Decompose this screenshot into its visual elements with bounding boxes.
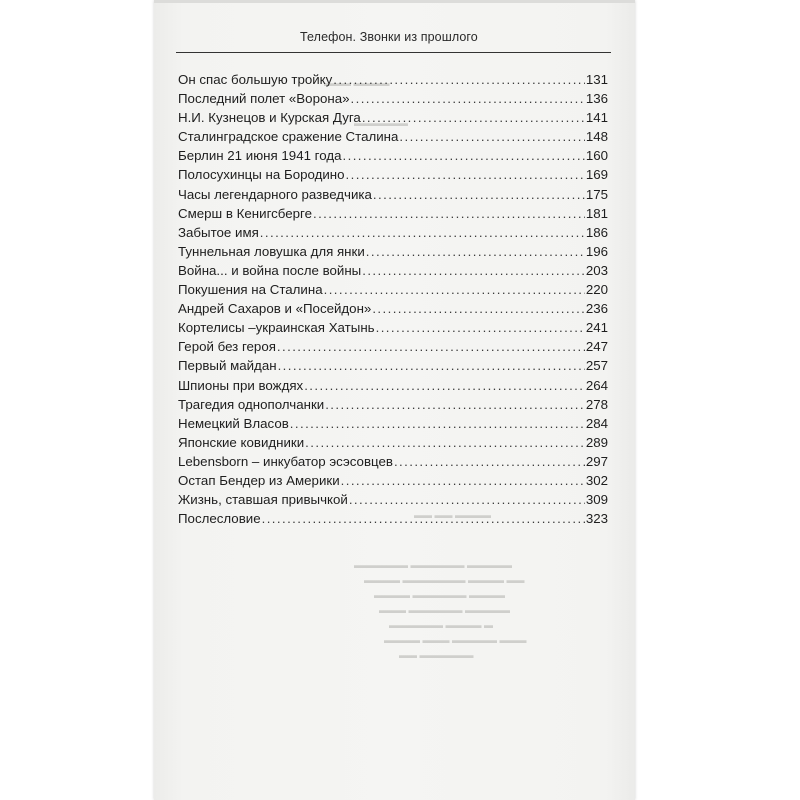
toc-entry-title: Первый майдан (178, 358, 277, 374)
running-header-title: Телефон. Звонки из прошлого (300, 30, 478, 44)
toc-entry (178, 108, 608, 127)
toc-entry (178, 204, 608, 223)
dot-leader (366, 242, 585, 261)
toc-entry-page-number: 284 (585, 415, 608, 431)
toc-entry (178, 433, 608, 452)
toc-entry (178, 242, 608, 261)
toc-entry (178, 395, 608, 414)
toc-entry-page-number: 309 (585, 492, 608, 508)
toc-entry (178, 280, 608, 299)
toc-entry-page-number: 241 (585, 320, 608, 336)
bleed-through-text: ▬▬▬▬ ▬▬ ▬▬ (414, 510, 492, 520)
toc-entry (178, 337, 608, 356)
bleed-through-text: ▬ ▬▬▬▬ ▬▬▬▬▬▬ (389, 620, 494, 630)
toc-entry-page-number: 278 (585, 396, 608, 412)
toc-entry-page-number: 131 (585, 72, 608, 87)
toc-entry-page-number: 297 (585, 453, 608, 469)
dot-leader (290, 414, 585, 433)
toc-entry-title: Кортелисы –украинская Хатынь (178, 320, 375, 336)
toc-entry-title: Последний полет «Ворона» (178, 91, 350, 107)
toc-entry-page-number: 196 (585, 243, 608, 259)
toc-entry-page-number: 186 (585, 224, 608, 240)
toc-entry-page-number: 136 (585, 91, 608, 107)
dot-leader (324, 280, 585, 299)
toc-entry-title: Забытое имя (178, 224, 259, 240)
toc-entry (178, 185, 608, 204)
toc-entry (178, 70, 608, 89)
bleed-through-text: ▬▬▬▬▬▬ (354, 118, 408, 128)
dot-leader (346, 165, 585, 184)
toc-entry-page-number: 264 (585, 377, 608, 393)
dot-leader (277, 337, 585, 356)
book-page (154, 0, 635, 800)
page-top-edge (154, 0, 635, 3)
bleed-through-text: ▬▬▬▬▬ ▬▬▬▬▬▬ ▬▬▬▬▬▬ (354, 560, 513, 570)
dot-leader (313, 204, 585, 223)
bleed-through-text: ▬▬▬ ▬▬▬▬▬ ▬▬▬ ▬▬▬▬ (384, 635, 527, 645)
toc-entry-title: Трагедия однополчанки (178, 396, 325, 412)
toc-entry-title: Послесловие (178, 511, 261, 527)
toc-entry-title: Туннельная ловушка для янки (178, 243, 365, 259)
toc-entry-title: Немецкий Власов (178, 415, 289, 431)
toc-entry-page-number: 175 (585, 186, 608, 202)
toc-entry (178, 299, 608, 318)
toc-entry (178, 509, 608, 528)
dot-leader (343, 146, 585, 165)
dot-leader (305, 433, 585, 452)
toc-entry-title: Война... и война после войны (178, 262, 362, 278)
dot-leader (373, 185, 585, 204)
toc-entry-page-number: 148 (585, 129, 608, 145)
toc-entry-title: Часы легендарного разведчика (178, 186, 372, 202)
toc-entry-title: Жизнь, ставшая привычкой (178, 492, 348, 508)
toc-entry-title: Полосухинцы на Бородино (178, 167, 345, 183)
toc-entry (178, 146, 608, 165)
dot-leader (376, 318, 585, 337)
dot-leader (262, 509, 585, 528)
dot-leader (394, 452, 585, 471)
toc-entry (178, 223, 608, 242)
dot-leader (278, 356, 585, 375)
toc-entry-title: Покушения на Сталина (178, 282, 323, 298)
toc-entry (178, 376, 608, 395)
toc-entry-title: Смерш в Кенигсберге (178, 205, 312, 221)
toc-entry-page-number: 220 (585, 282, 608, 298)
toc-entry-page-number: 289 (585, 434, 608, 450)
toc-entry (178, 490, 608, 509)
toc-entry-page-number: 247 (585, 339, 608, 355)
dot-leader (362, 108, 585, 127)
toc-entry-page-number: 323 (585, 511, 608, 527)
dot-leader (349, 490, 585, 509)
toc-entry (178, 414, 608, 433)
bleed-through-text: ▬▬▬▬▬▬ ▬▬ (399, 650, 474, 660)
toc-entry-page-number: 236 (585, 301, 608, 317)
dot-leader (351, 89, 585, 108)
toc-entry-title: Сталинградское сражение Сталина (178, 129, 399, 145)
toc-entry-title: Герой без героя (178, 339, 276, 355)
toc-entry-title: Шпионы при вождях (178, 377, 304, 393)
toc-entry-title: Н.И. Кузнецов и Курская Дуга (178, 110, 361, 126)
toc-entry-title: Lebensborn – инкубатор эсэсовцев (178, 453, 393, 469)
dot-leader (399, 127, 584, 146)
dot-leader (304, 376, 585, 395)
toc-entry-title: Андрей Сахаров и «Посейдон» (178, 301, 372, 317)
toc-entry-page-number: 181 (585, 205, 608, 221)
bleed-through-text: ▬▬▬▬▬ ▬▬▬▬▬▬ ▬▬▬ (379, 605, 511, 615)
toc-entry-page-number: 203 (585, 262, 608, 278)
toc-entry-title: Он спас большую тройку (178, 72, 333, 87)
toc-entry-title: Берлин 21 июня 1941 года (178, 148, 342, 164)
dot-leader (341, 471, 585, 490)
toc-entry (178, 89, 608, 108)
toc-entry-page-number: 302 (585, 472, 608, 488)
toc-entry (178, 452, 608, 471)
toc-entry (178, 356, 608, 375)
bleed-through-text: ▬▬ ▬▬▬▬ ▬▬▬▬▬▬▬ ▬▬▬▬ (364, 575, 525, 585)
toc-entry-title: Остап Бендер из Америки (178, 472, 340, 488)
toc-entry (178, 261, 608, 280)
dot-leader (372, 299, 585, 318)
toc-entry-title: Японские ковидники (178, 434, 305, 450)
toc-entry (178, 127, 608, 146)
dot-leader (333, 70, 585, 89)
toc-entry (178, 318, 608, 337)
bleed-through-text: ▬▬▬▬ ▬▬▬ (324, 78, 390, 88)
header-rule (176, 52, 611, 53)
toc-entry-page-number: 257 (585, 358, 608, 374)
dot-leader (325, 395, 585, 414)
toc-entry (178, 471, 608, 490)
bleed-through-text: ▬▬▬▬ ▬▬▬▬▬▬ ▬▬▬▬ (374, 590, 506, 600)
toc-entry (178, 165, 608, 184)
toc-entry-page-number: 160 (585, 148, 608, 164)
toc-entry-page-number: 141 (585, 110, 608, 126)
toc-entry-page-number: 169 (585, 167, 608, 183)
dot-leader (260, 223, 585, 242)
dot-leader (362, 261, 585, 280)
table-of-contents (178, 70, 608, 528)
